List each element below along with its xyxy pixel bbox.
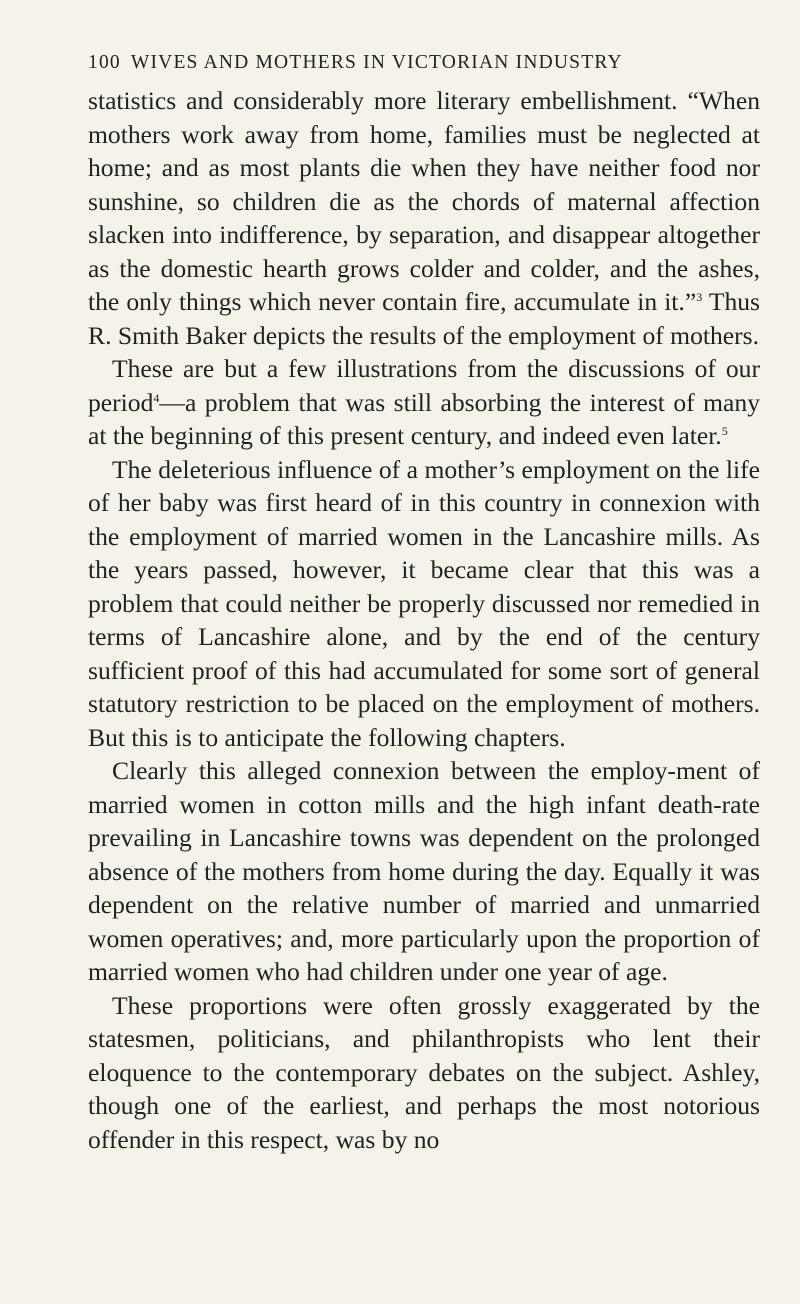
text-run: These proportions were often grossly exaggerated by the statesmen, politicians, and philanthropists who lent their eloquence to the contemporary debates on the subject. Ashley, though one of the earliest, and perhaps the most notorious offender in this respect, was by no [88, 990, 760, 1154]
text-run: These are but a few illustrations from the discussions of our period [88, 354, 760, 417]
body-text [88, 84, 760, 1156]
paragraph [88, 989, 760, 1157]
footnote-ref: 4 [153, 390, 160, 405]
text-run: statistics and considerably more literary embellishment. “When mothers work away from home, families must be neglected at home; and as most plants die when they have neither food nor sunshine, so children die as the chords of maternal affection slacken into indifference, by separation, and disappear altogether as the domestic hearth grows colder and colder, and the ashes, the only things which never contain fire, accumulate in it.” [88, 86, 760, 316]
paragraph [88, 453, 760, 755]
paragraph [88, 754, 760, 989]
running-head [88, 52, 760, 74]
text-run: —a problem that was still absorbing the interest of many at the beginning of this present century, and indeed even later. [88, 387, 760, 450]
page-number: 100 [88, 52, 121, 73]
text-run: The deleterious influence of a mother’s employment on the life of her baby was first heard of in this country in connexion with the employment of married women in the Lancashire mills. As the years passed, however, it became clear that this was a problem that could neither be properly discussed nor remedied in terms of Lancashire alone, and by the end of the century sufficient proof of this had accumulated for some sort of general statutory restriction to be placed on the employment of mothers. But this is to anticipate the following chapters. [88, 454, 760, 752]
paragraph [88, 352, 760, 453]
paragraph [88, 84, 760, 352]
footnote-ref: 5 [721, 424, 728, 438]
footnote-ref: 3 [696, 290, 703, 304]
book-page [88, 52, 760, 1156]
running-title: WIVES AND MOTHERS IN VICTORIAN INDUSTRY [130, 52, 623, 73]
text-run: Clearly this alleged connexion between the employ-ment of married women in cotton mills and the high infant death-rate prevailing in Lancashire towns was dependent on the prolonged absence of the mothers from home during the day. Equally it was dependent on the relative number of married and unmarried women operatives; and, more particularly upon the proportion of married women who had children under one year of age. [88, 756, 760, 986]
text-run: Thus R. Smith Baker depicts the results of the employment of mothers. [88, 287, 761, 350]
